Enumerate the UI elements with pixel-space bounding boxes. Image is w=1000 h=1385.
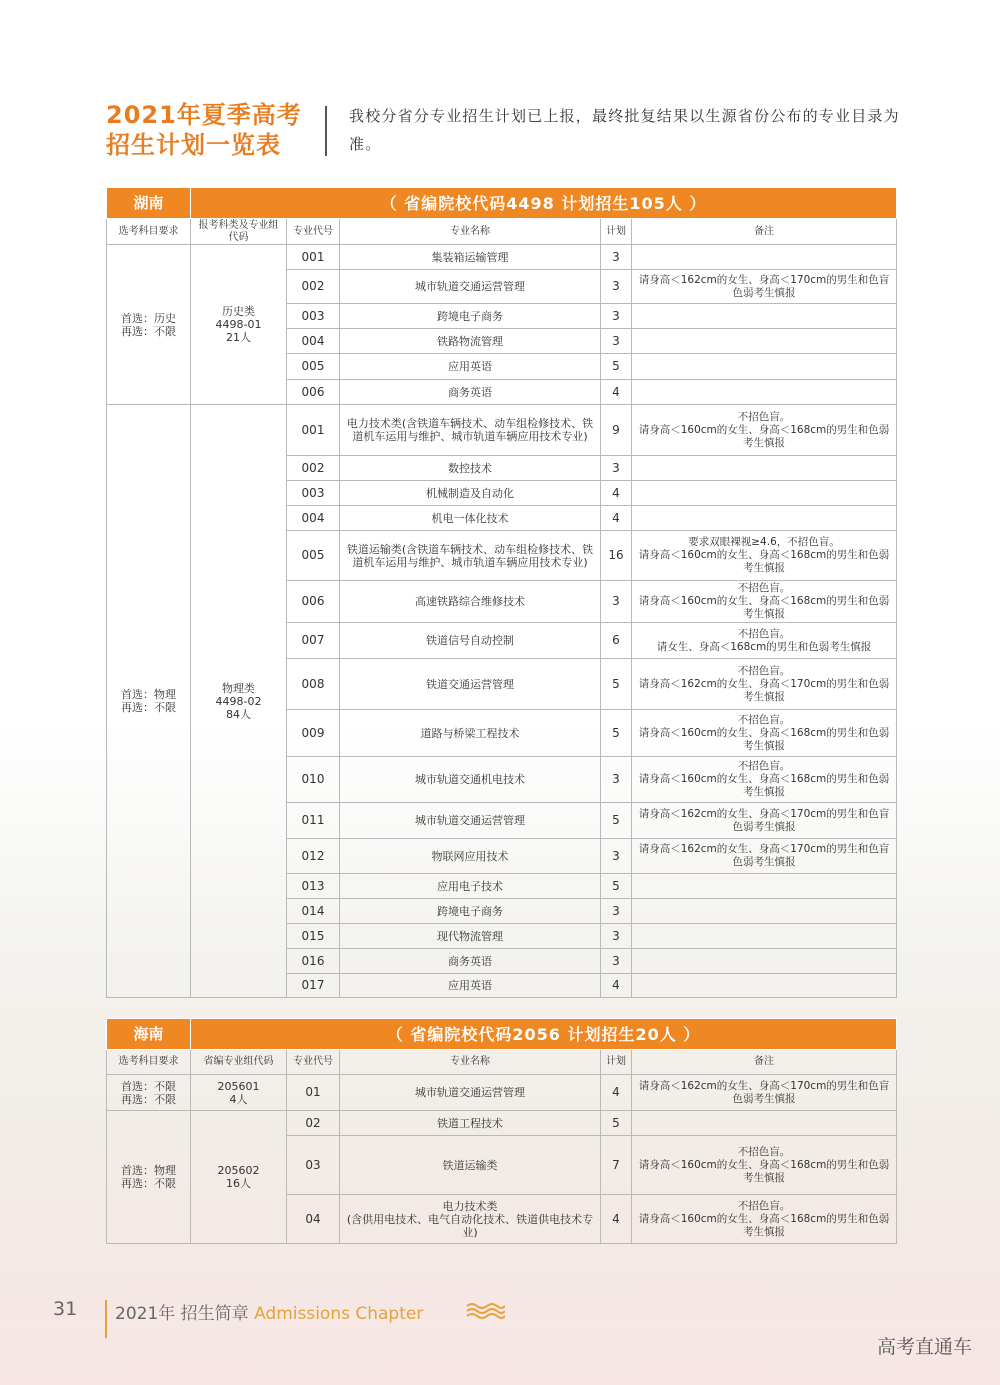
major-code: 001	[287, 405, 340, 456]
plan-count: 5	[601, 874, 632, 899]
remark: 请身高＜162cm的女生、身高＜170cm的男生和色盲色弱考生慎报	[632, 839, 897, 874]
page-title	[106, 100, 302, 160]
plan-count: 4	[601, 481, 632, 506]
plan-count: 3	[601, 757, 632, 803]
remark	[632, 1111, 897, 1136]
major-name: 铁道交通运营管理	[340, 659, 601, 710]
table-row	[107, 1111, 897, 1136]
remark	[632, 354, 897, 380]
plan-count: 4	[601, 506, 632, 531]
remark: 不招色盲。 请身高＜160cm的女生、身高＜168cm的男生和色弱考生慎报	[632, 581, 897, 623]
plan-count: 5	[601, 710, 632, 757]
major-code: 001	[287, 245, 340, 270]
wave-icon	[465, 1302, 505, 1320]
major-name: 机械制造及自动化	[340, 481, 601, 506]
title-divider	[325, 106, 327, 156]
major-code: 014	[287, 899, 340, 924]
plan-count: 3	[601, 899, 632, 924]
title-line-2: 招生计划一览表	[106, 131, 281, 159]
column-header: 省编专业组代码	[191, 1050, 287, 1075]
column-header: 备注	[632, 219, 897, 245]
remark	[632, 506, 897, 531]
plan-count: 3	[601, 924, 632, 949]
watermark: 高考直通车	[876, 1336, 972, 1358]
major-name: 铁道工程技术	[340, 1111, 601, 1136]
column-header: 专业名称	[340, 219, 601, 245]
major-code: 01	[287, 1075, 340, 1111]
hunan-table	[106, 187, 897, 998]
column-header: 专业名称	[340, 1050, 601, 1075]
remark: 不招色盲。 请身高＜160cm的女生、身高＜168cm的男生和色弱考生慎报	[632, 1195, 897, 1244]
plan-count: 4	[601, 974, 632, 998]
column-header-row	[107, 219, 897, 245]
group-code: 205601 4人	[191, 1075, 287, 1111]
remark	[632, 874, 897, 899]
province-bar	[107, 188, 897, 219]
column-header: 专业代号	[287, 219, 340, 245]
column-header: 备注	[632, 1050, 897, 1075]
major-name: 铁道运输类	[340, 1136, 601, 1195]
footer-subtitle: Admissions Chapter	[254, 1304, 424, 1324]
intro-text: 我校分省分专业招生计划已上报，最终批复结果以生源省份公布的专业目录为准。	[349, 107, 900, 153]
table-row	[107, 405, 897, 456]
remark: 不招色盲。 请身高＜160cm的女生、身高＜168cm的男生和色弱考生慎报	[632, 1136, 897, 1195]
major-code: 004	[287, 329, 340, 354]
plan-count: 3	[601, 949, 632, 974]
major-code: 002	[287, 270, 340, 304]
plan-count: 4	[601, 1195, 632, 1244]
group-code: 205602 16人	[191, 1111, 287, 1244]
major-code: 004	[287, 506, 340, 531]
plan-count: 4	[601, 1075, 632, 1111]
major-name: 电力技术类 (含供用电技术、电气自动化技术、铁道供电技术专业)	[340, 1195, 601, 1244]
column-header: 报考科类及专业组代码	[191, 219, 287, 245]
major-code: 006	[287, 380, 340, 405]
major-name: 物联网应用技术	[340, 839, 601, 874]
major-name: 铁路物流管理	[340, 329, 601, 354]
page-number: 31	[53, 1298, 78, 1320]
major-name: 城市轨道交通运营管理	[340, 1075, 601, 1111]
plan-count: 16	[601, 531, 632, 581]
subject-requirement: 首选：物理 再选：不限	[107, 405, 191, 998]
plan-count: 3	[601, 581, 632, 623]
plan-count: 3	[601, 329, 632, 354]
major-code: 016	[287, 949, 340, 974]
footer-divider	[105, 1300, 107, 1338]
major-name: 商务英语	[340, 380, 601, 405]
column-header: 专业代号	[287, 1050, 340, 1075]
remark: 不招色盲。 请身高＜160cm的女生、身高＜168cm的男生和色弱考生慎报	[632, 757, 897, 803]
remark: 不招色盲。 请身高＜160cm的女生、身高＜168cm的男生和色弱考生慎报	[632, 710, 897, 757]
plan-count: 5	[601, 1111, 632, 1136]
major-name: 城市轨道交通机电技术	[340, 757, 601, 803]
major-name: 应用英语	[340, 354, 601, 380]
table-row	[107, 1075, 897, 1111]
major-name: 城市轨道交通运营管理	[340, 803, 601, 839]
major-name: 跨境电子商务	[340, 899, 601, 924]
major-code: 012	[287, 839, 340, 874]
major-name: 机电一体化技术	[340, 506, 601, 531]
major-name: 铁道运输类(含铁道车辆技术、动车组检修技术、铁道机车运用与维护、城市轨道车辆应用技术专业)	[340, 531, 601, 581]
major-name: 道路与桥梁工程技术	[340, 710, 601, 757]
remark: 请身高＜162cm的女生、身高＜170cm的男生和色盲色弱考生慎报	[632, 270, 897, 304]
major-code: 003	[287, 304, 340, 329]
plan-count: 3	[601, 839, 632, 874]
remark	[632, 924, 897, 949]
remark: 要求双眼裸视≥4.6，不招色盲。 请身高＜160cm的女生、身高＜168cm的男生和色弱考生慎报	[632, 531, 897, 581]
title-line-1: 2021年夏季高考	[106, 101, 302, 129]
plan-count: 5	[601, 659, 632, 710]
major-name: 跨境电子商务	[340, 304, 601, 329]
remark	[632, 245, 897, 270]
major-name: 商务英语	[340, 949, 601, 974]
remark: 不招色盲。 请女生、身高＜168cm的男生和色弱考生慎报	[632, 623, 897, 659]
remark	[632, 481, 897, 506]
major-code: 010	[287, 757, 340, 803]
major-name: 应用英语	[340, 974, 601, 998]
column-header: 计划	[601, 1050, 632, 1075]
major-code: 03	[287, 1136, 340, 1195]
remark	[632, 329, 897, 354]
page-header	[106, 100, 906, 160]
remark: 请身高＜162cm的女生、身高＜170cm的男生和色盲色弱考生慎报	[632, 1075, 897, 1111]
column-header: 计划	[601, 219, 632, 245]
subject-requirement: 首选：历史 再选：不限	[107, 245, 191, 405]
plan-count: 3	[601, 456, 632, 481]
column-header: 选考科目要求	[107, 1050, 191, 1075]
plan-summary: （ 省编院校代码4498 计划招生105人 ）	[191, 188, 897, 219]
major-code: 005	[287, 531, 340, 581]
major-name: 城市轨道交通运营管理	[340, 270, 601, 304]
table-row	[107, 245, 897, 270]
footer-title	[115, 1299, 423, 1324]
major-code: 013	[287, 874, 340, 899]
plan-count: 5	[601, 354, 632, 380]
plan-count: 4	[601, 380, 632, 405]
province-bar	[107, 1019, 897, 1050]
major-name: 数控技术	[340, 456, 601, 481]
subject-requirement: 首选：不限 再选：不限	[107, 1075, 191, 1111]
plan-count: 7	[601, 1136, 632, 1195]
major-code: 003	[287, 481, 340, 506]
major-code: 015	[287, 924, 340, 949]
major-code: 007	[287, 623, 340, 659]
remark: 不招色盲。 请身高＜160cm的女生、身高＜168cm的男生和色弱考生慎报	[632, 405, 897, 456]
major-code: 002	[287, 456, 340, 481]
footer-title-cn: 2021年 招生简章	[115, 1304, 255, 1324]
major-name: 集装箱运输管理	[340, 245, 601, 270]
group-code: 物理类 4498-02 84人	[191, 405, 287, 998]
plan-summary: （ 省编院校代码2056 计划招生20人 ）	[191, 1019, 897, 1050]
remark	[632, 899, 897, 924]
remark	[632, 380, 897, 405]
major-code: 011	[287, 803, 340, 839]
group-code: 历史类 4498-01 21人	[191, 245, 287, 405]
province-name: 海南	[107, 1019, 191, 1050]
remark	[632, 974, 897, 998]
major-code: 008	[287, 659, 340, 710]
column-header: 选考科目要求	[107, 219, 191, 245]
remark	[632, 456, 897, 481]
major-name: 应用电子技术	[340, 874, 601, 899]
plan-count: 6	[601, 623, 632, 659]
remark	[632, 949, 897, 974]
province-name: 湖南	[107, 188, 191, 219]
remark	[632, 304, 897, 329]
plan-count: 5	[601, 803, 632, 839]
plan-count: 3	[601, 245, 632, 270]
column-header-row	[107, 1050, 897, 1075]
major-code: 006	[287, 581, 340, 623]
major-code: 017	[287, 974, 340, 998]
major-code: 04	[287, 1195, 340, 1244]
major-name: 电力技术类(含铁道车辆技术、动车组检修技术、铁道机车运用与维护、城市轨道车辆应用技术专业)	[340, 405, 601, 456]
remark: 不招色盲。 请身高＜162cm的女生、身高＜170cm的男生和色弱考生慎报	[632, 659, 897, 710]
plan-count: 9	[601, 405, 632, 456]
subject-requirement: 首选：物理 再选：不限	[107, 1111, 191, 1244]
hainan-table	[106, 1018, 897, 1244]
major-code: 009	[287, 710, 340, 757]
major-code: 005	[287, 354, 340, 380]
plan-count: 3	[601, 304, 632, 329]
major-name: 现代物流管理	[340, 924, 601, 949]
major-code: 02	[287, 1111, 340, 1136]
plan-count: 3	[601, 270, 632, 304]
major-name: 铁道信号自动控制	[340, 623, 601, 659]
major-name: 高速铁路综合维修技术	[340, 581, 601, 623]
remark: 请身高＜162cm的女生、身高＜170cm的男生和色盲色弱考生慎报	[632, 803, 897, 839]
